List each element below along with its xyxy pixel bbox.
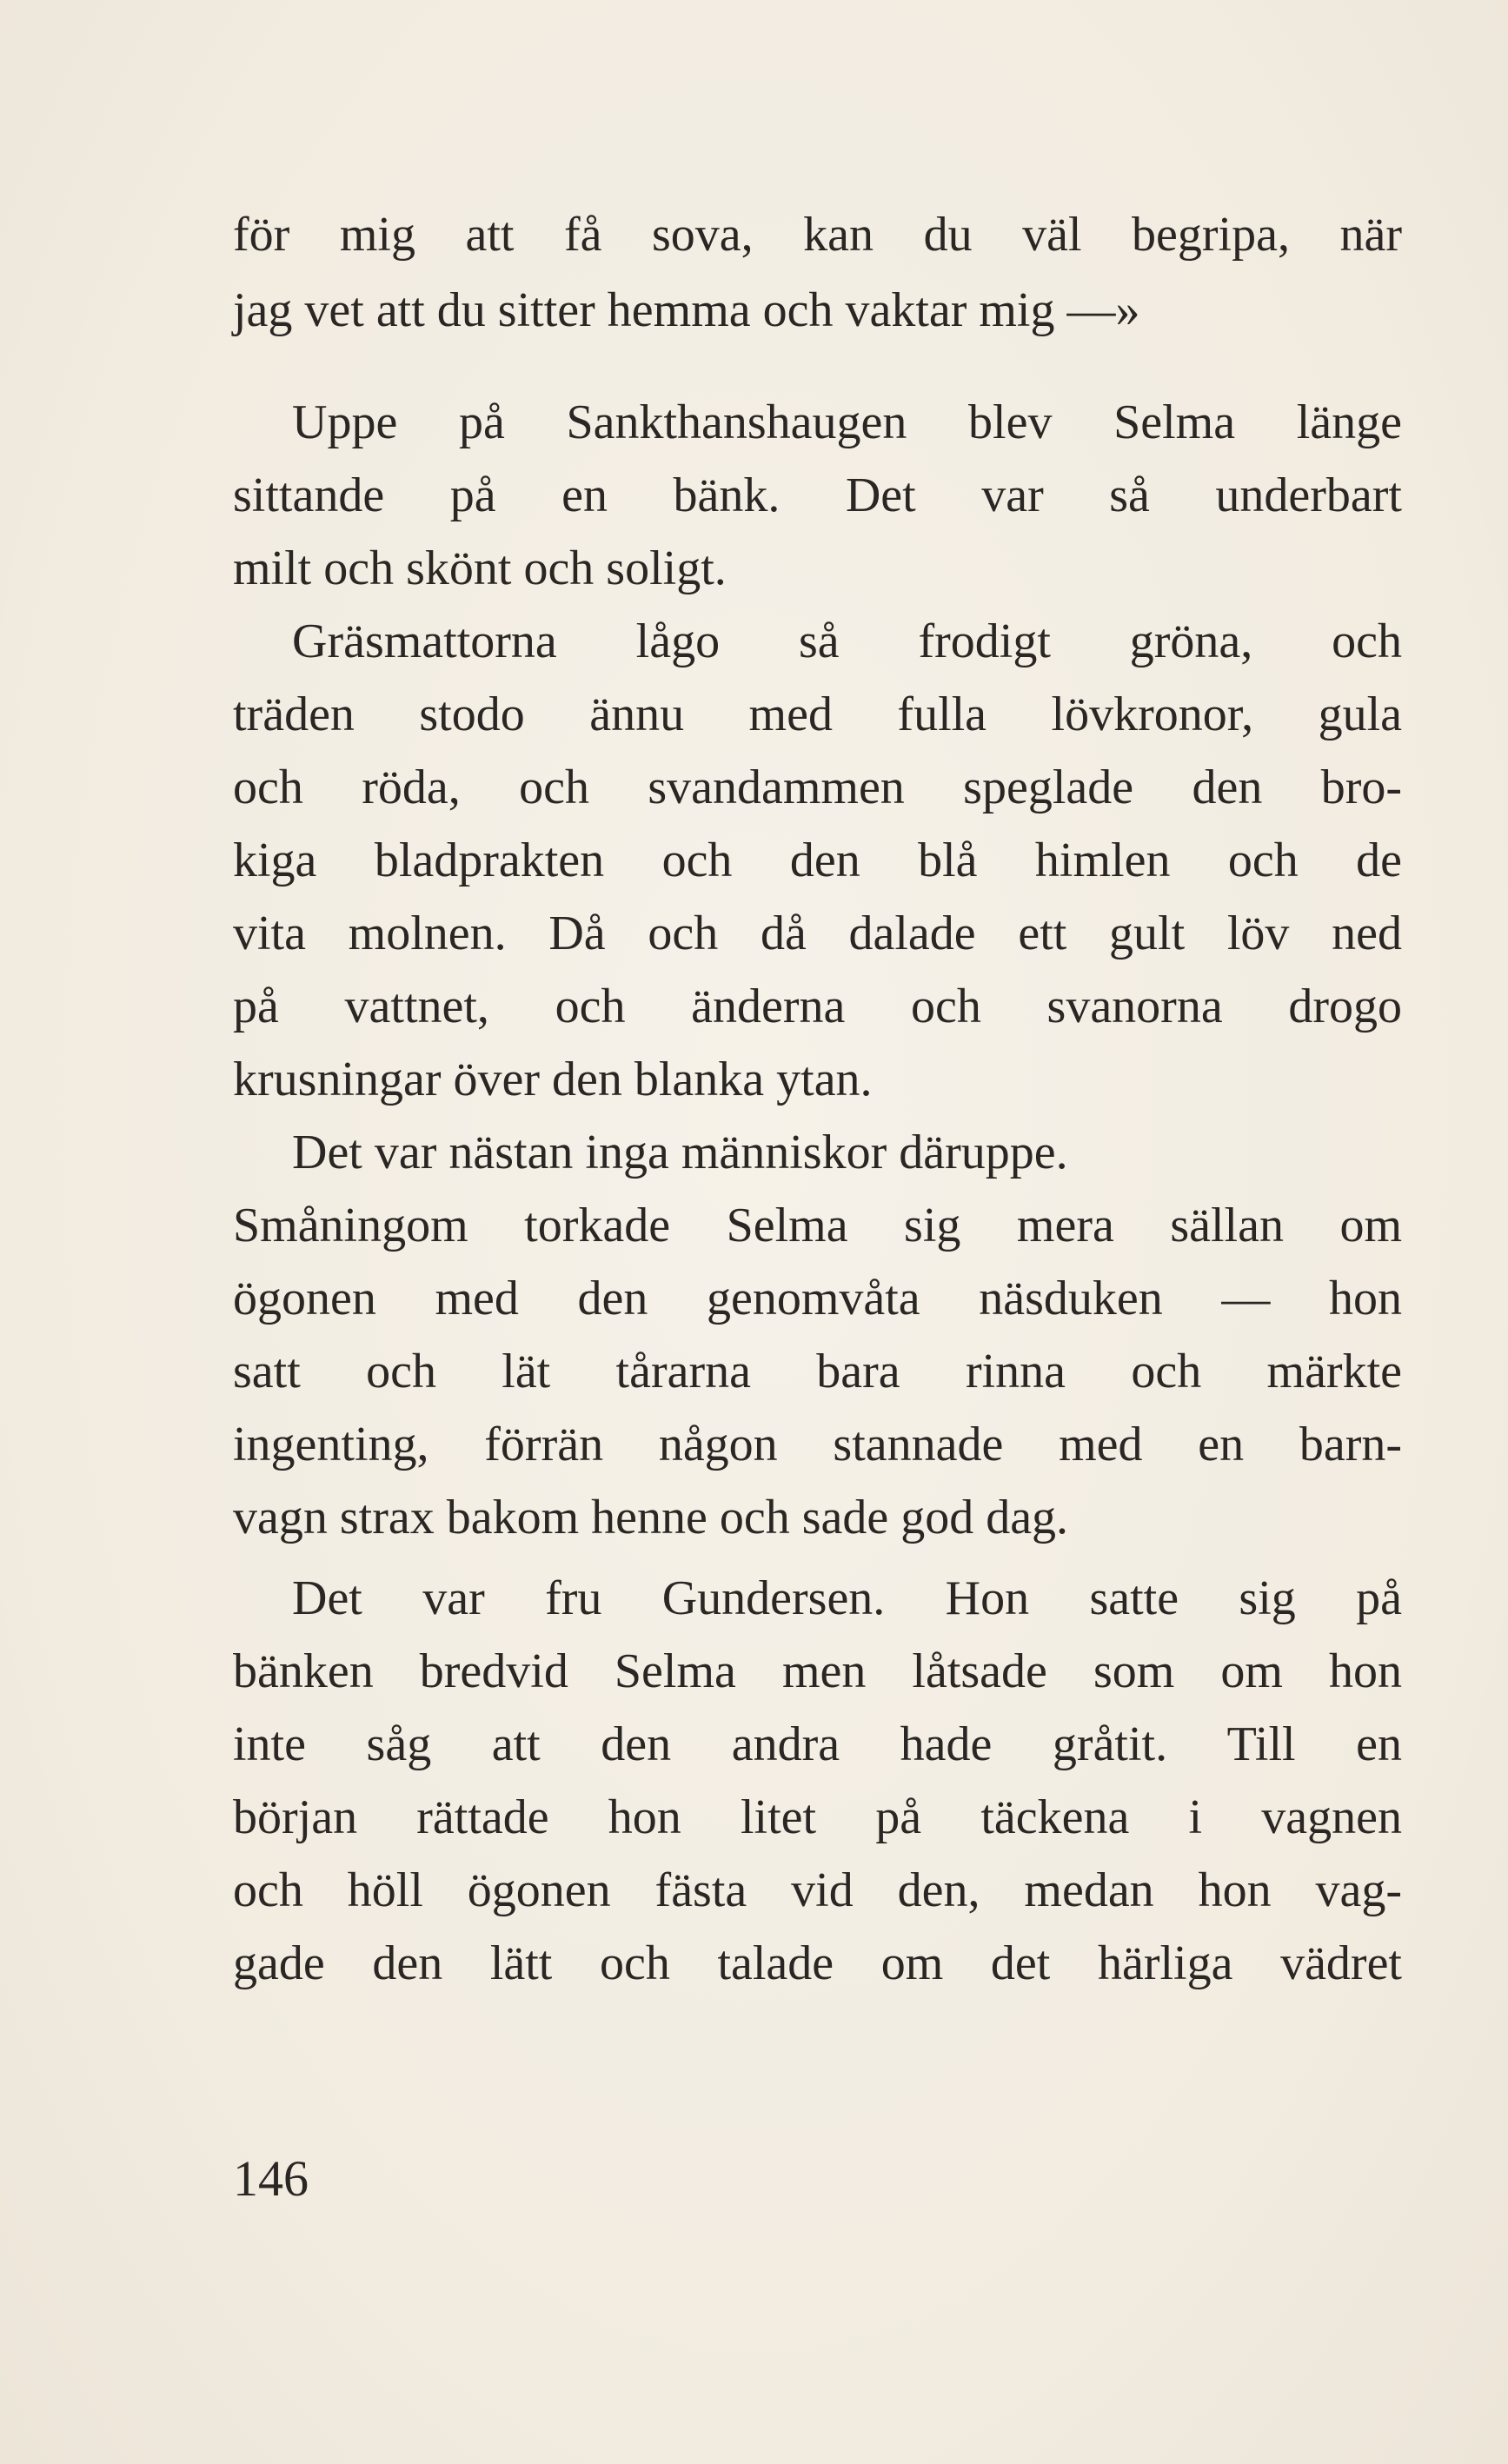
text-line: början rättade hon litet på täckena i vagnen [233, 1790, 1402, 1844]
paragraph-start-line: Uppe på Sankthanshaugen blev Selma länge [292, 395, 1402, 449]
text-line: vita molnen. Då och då dalade ett gult löv ned [233, 907, 1402, 960]
text-line: milt och skönt och soligt. [233, 541, 727, 595]
text-line: sittande på en bänk. Det var så underbart [233, 468, 1402, 522]
text-line: jag vet att du sitter hemma och vaktar mig —» [233, 283, 1140, 337]
text-line: på vattnet, och änderna och svanorna drogo [233, 980, 1402, 1033]
text-line: Småningom torkade Selma sig mera sällan om [233, 1199, 1402, 1252]
text-line: satt och lät tårarna bara rinna och märkte [233, 1345, 1402, 1398]
paragraph-start-line: Det var fru Gundersen. Hon satte sig på [292, 1571, 1402, 1625]
text-line: bänken bredvid Selma men låtsade som om hon [233, 1644, 1402, 1698]
text-line: träden stodo ännu med fulla lövkronor, gula [233, 687, 1402, 741]
paragraph-start-line: Det var nästan inga människor däruppe. [292, 1126, 1068, 1179]
text-line: och röda, och svandammen speglade den bro- [233, 760, 1402, 814]
text-line: vagn strax bakom henne och sade god dag. [233, 1491, 1069, 1544]
page-number: 146 [233, 2150, 309, 2207]
text-line: ingenting, förrän någon stannade med en barn- [233, 1418, 1402, 1471]
text-line: inte såg att den andra hade gråtit. Till en [233, 1717, 1402, 1771]
text-line: och höll ögonen fästa vid den, medan hon vag- [233, 1863, 1402, 1917]
paragraph-start-line: Gräsmattorna lågo så frodigt gröna, och [292, 614, 1402, 668]
text-line: krusningar över den blanka ytan. [233, 1053, 873, 1106]
body-text [233, 198, 1402, 2000]
text-line: gade den lätt och talade om det härliga vädret [233, 1936, 1402, 1990]
text-line: för mig att få sova, kan du väl begripa, när [233, 208, 1402, 262]
text-line: kiga bladprakten och den blå himlen och de [233, 834, 1402, 887]
text-line: ögonen med den genomvåta näsduken — hon [233, 1272, 1402, 1325]
